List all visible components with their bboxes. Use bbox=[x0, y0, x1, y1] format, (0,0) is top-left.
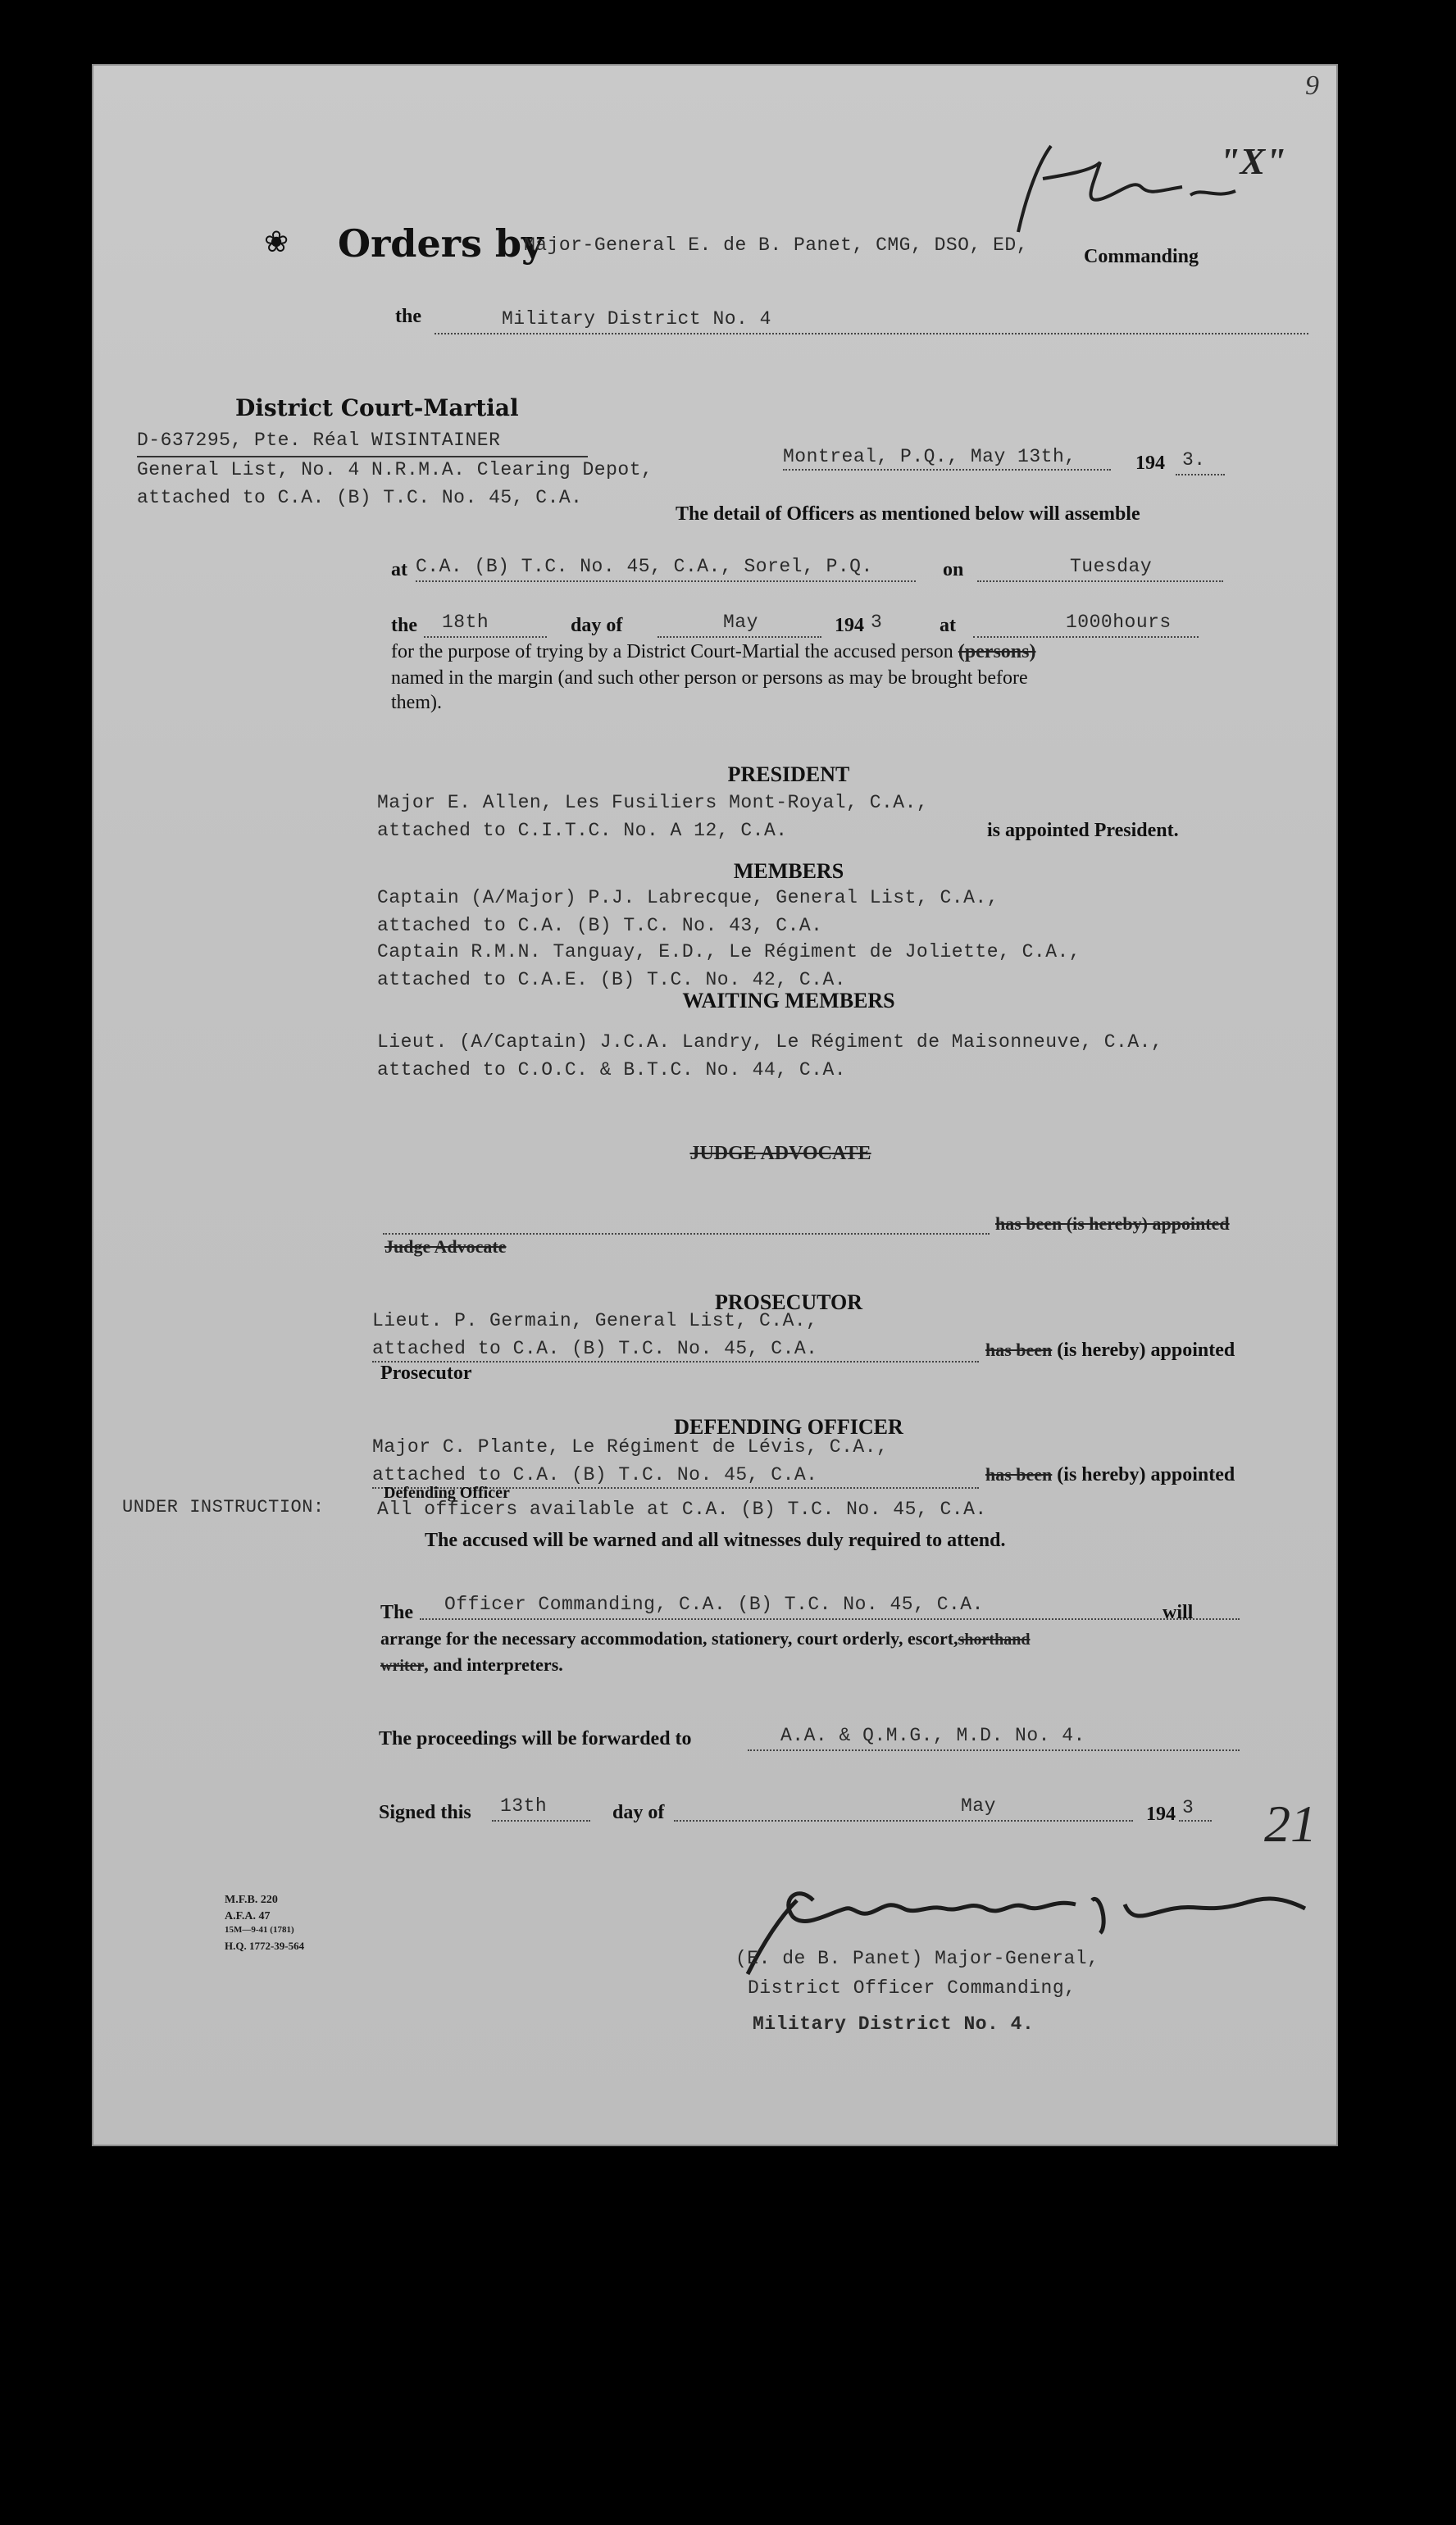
signed-month-dotted bbox=[674, 1820, 1133, 1822]
location-dotted bbox=[416, 580, 916, 582]
arrangement-line2 bbox=[380, 1628, 1030, 1649]
assembly-intro: The detail of Officers as mentioned below will assemble bbox=[676, 503, 1140, 525]
defending-line2: attached to C.A. (B) T.C. No. 45, C.A. bbox=[372, 1464, 818, 1485]
the-word: the bbox=[395, 306, 421, 327]
purpose-struck: (persons) bbox=[958, 641, 1036, 662]
president-appointed: is appointed President. bbox=[987, 820, 1179, 841]
waiting-line2: attached to C.O.C. & B.T.C. No. 44, C.A. bbox=[377, 1059, 847, 1081]
place-date: Montreal, P.Q., May 13th, bbox=[783, 446, 1076, 467]
document-sheet bbox=[92, 64, 1338, 2146]
warning-text: The accused will be warned and all witnesses duly required to attend. bbox=[425, 1530, 1006, 1551]
place-year-dotted bbox=[1176, 474, 1225, 475]
purpose-line3: them). bbox=[391, 692, 442, 713]
purpose-text1: for the purpose of trying by a District Court-Martial the accused person bbox=[391, 641, 953, 662]
defending-role: Defending Officer bbox=[384, 1484, 510, 1502]
accused-unit-line1: General List, No. 4 N.R.M.A. Clearing Depot, bbox=[137, 459, 653, 480]
instruction-text: All officers available at C.A. (B) T.C. No. 45, C.A. bbox=[377, 1499, 987, 1520]
assembly-location: C.A. (B) T.C. No. 45, C.A., Sorel, P.Q. bbox=[416, 556, 873, 577]
waiting-line1: Lieut. (A/Captain) J.C.A. Landry, Le Régiment de Maisonneuve, C.A., bbox=[377, 1031, 1163, 1053]
forwarding-text: The proceedings will be forwarded to bbox=[379, 1728, 692, 1749]
assembly-time: 1000hours bbox=[1066, 612, 1172, 633]
place-year-digit: 3. bbox=[1182, 449, 1206, 471]
prosecutor-heading: PROSECUTOR bbox=[714, 1290, 863, 1314]
prosecutor-appointed: (is hereby) appointed bbox=[1057, 1340, 1235, 1361]
signed-label: Signed this bbox=[379, 1802, 471, 1823]
accused-name: D-637295, Pte. Réal WISINTAINER bbox=[137, 430, 501, 451]
assembly-day: 18th bbox=[442, 612, 489, 633]
day-dotted bbox=[424, 636, 547, 638]
signed-month: May bbox=[961, 1795, 996, 1817]
arrangement-line3 bbox=[380, 1654, 563, 1676]
assembly-month: May bbox=[723, 612, 758, 633]
signature-line1: (E. de B. Panet) Major-General, bbox=[735, 1948, 1099, 1969]
defending-line1: Major C. Plante, Le Régiment de Lévis, C.A., bbox=[372, 1436, 889, 1458]
signed-year-digit: 3 bbox=[1182, 1797, 1194, 1818]
judge-advocate-appointed: has been (is hereby) appointed bbox=[995, 1213, 1230, 1234]
president-heading: PRESIDENT bbox=[727, 762, 850, 786]
bullet-mark: ❀ bbox=[264, 225, 289, 258]
district-dotted-line bbox=[435, 333, 1308, 334]
court-martial-title: District Court-Martial bbox=[235, 394, 519, 421]
month-dotted bbox=[657, 636, 821, 638]
issuer: Major-General E. de B. Panet, CMG, DSO, ED, bbox=[524, 234, 1028, 256]
at-word: at bbox=[391, 559, 407, 580]
signed-day-of: day of bbox=[612, 1802, 665, 1823]
signature-line3: Military District No. 4. bbox=[753, 2013, 1035, 2035]
defending-appointed-line bbox=[985, 1464, 1235, 1486]
instruction-label: UNDER INSTRUCTION: bbox=[122, 1497, 325, 1517]
district-name: Military District No. 4 bbox=[502, 308, 771, 330]
form-code-3: 15M—9-41 (1781) bbox=[225, 1925, 294, 1935]
orders-by-title: Orders by bbox=[338, 221, 544, 266]
handwritten-initials bbox=[994, 130, 1256, 244]
president-line1: Major E. Allen, Les Fusiliers Mont-Royal, C.A., bbox=[377, 792, 929, 813]
arrangement-the: The bbox=[380, 1602, 414, 1623]
prosecutor-line1: Lieut. P. Germain, General List, C.A., bbox=[372, 1310, 818, 1331]
weekday: Tuesday bbox=[1070, 556, 1153, 577]
marginal-x-note: "X" bbox=[1219, 140, 1286, 182]
signed-year-dotted bbox=[1179, 1820, 1212, 1822]
arrangement-dotted bbox=[420, 1618, 1240, 1620]
purpose-line1 bbox=[391, 641, 1035, 663]
waiting-heading: WAITING MEMBERS bbox=[682, 989, 895, 1012]
prosecutor-line2: attached to C.A. (B) T.C. No. 45, C.A. bbox=[372, 1338, 818, 1359]
arrangement-struck2: writer bbox=[380, 1657, 425, 1675]
the-word-date: the bbox=[391, 615, 417, 636]
place-year-prefix: 194 bbox=[1135, 453, 1165, 474]
arrangement-officer: Officer Commanding, C.A. (B) T.C. No. 45, C.A. bbox=[444, 1594, 984, 1615]
defending-appointed: (is hereby) appointed bbox=[1057, 1464, 1235, 1485]
arrangement-will: will bbox=[1163, 1602, 1194, 1623]
member-line-4: attached to C.A.E. (B) T.C. No. 42, C.A. bbox=[377, 969, 847, 990]
president-line2: attached to C.I.T.C. No. A 12, C.A. bbox=[377, 820, 788, 841]
form-code-2: A.F.A. 47 bbox=[225, 1910, 271, 1922]
defending-struck: has been bbox=[985, 1464, 1053, 1485]
arrangement-struck1: shorthand bbox=[958, 1631, 1031, 1649]
page-number: 9 bbox=[1305, 71, 1319, 101]
form-code-4: H.Q. 1772-39-564 bbox=[225, 1940, 305, 1952]
member-line-1: Captain (A/Major) P.J. Labrecque, General List, C.A., bbox=[377, 887, 999, 908]
corner-handwritten-number: 21 bbox=[1264, 1795, 1317, 1853]
arrangement-text2: arrange for the necessary accommodation, stationery, court orderly, escort, bbox=[380, 1628, 958, 1649]
member-line-3: Captain R.M.N. Tanguay, E.D., Le Régiment de Joliette, C.A., bbox=[377, 941, 1081, 962]
forwarding-dotted bbox=[748, 1749, 1240, 1751]
purpose-line2: named in the margin (and such other person or persons as may be brought before bbox=[391, 667, 1028, 689]
weekday-dotted bbox=[977, 580, 1223, 582]
prosecutor-role: Prosecutor bbox=[380, 1363, 472, 1384]
signature-line2: District Officer Commanding, bbox=[748, 1977, 1076, 1999]
prosecutor-struck: has been bbox=[985, 1340, 1053, 1360]
accused-underline bbox=[137, 456, 588, 457]
member-line-2: attached to C.A. (B) T.C. No. 43, C.A. bbox=[377, 915, 823, 936]
assembly-year-prefix: 194 bbox=[835, 615, 864, 636]
judge-advocate-dotted bbox=[383, 1233, 990, 1235]
day-of-word: day of bbox=[571, 615, 623, 636]
signed-year-prefix: 194 bbox=[1146, 1804, 1176, 1825]
at-word-time: at bbox=[940, 615, 956, 636]
signed-day-dotted bbox=[492, 1820, 590, 1822]
members-heading: MEMBERS bbox=[733, 859, 844, 883]
judge-advocate-heading: JUDGE ADVOCATE bbox=[689, 1143, 871, 1164]
place-date-dotted bbox=[783, 469, 1111, 471]
assembly-year-digit: 3 bbox=[871, 612, 883, 633]
on-word: on bbox=[943, 559, 964, 580]
judge-advocate-label: Judge Advocate bbox=[384, 1236, 507, 1257]
commanding-word: Commanding bbox=[1084, 246, 1199, 267]
accused-unit-line2: attached to C.A. (B) T.C. No. 45, C.A. bbox=[137, 487, 583, 508]
arrangement-text3: , and interpreters. bbox=[424, 1654, 563, 1675]
forwarding-to: A.A. & Q.M.G., M.D. No. 4. bbox=[780, 1725, 1085, 1746]
form-code-1: M.F.B. 220 bbox=[225, 1894, 278, 1906]
prosecutor-appointed-line bbox=[985, 1340, 1235, 1362]
time-dotted bbox=[973, 636, 1199, 638]
signed-day: 13th bbox=[500, 1795, 548, 1817]
defending-heading: DEFENDING OFFICER bbox=[674, 1415, 903, 1439]
